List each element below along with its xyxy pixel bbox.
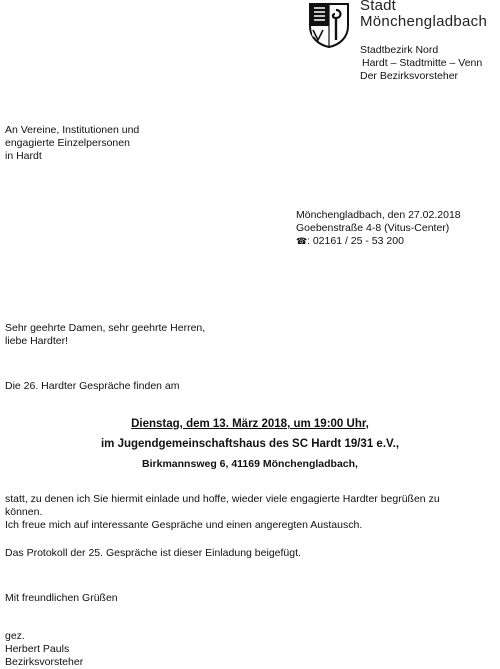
signature-name: Herbert Pauls (5, 643, 70, 655)
salutation (5, 322, 205, 348)
signature-block (5, 630, 83, 669)
body-line: Ich freue mich auf interessante Gespräche und einen angeregten Austausch. (5, 519, 363, 531)
city-word: Stadt (360, 0, 397, 14)
district-line: Stadtbezirk Nord (360, 44, 439, 56)
body-line: können. (5, 506, 43, 518)
district-line: Der Bezirksvorsteher (360, 70, 459, 82)
recipient-line: engagierte Einzelpersonen (5, 137, 130, 149)
salutation-line: Sehr geehrte Damen, sehr geehrte Herren, (5, 322, 206, 334)
recipient-line: An Vereine, Institutionen und (5, 124, 140, 136)
recipient-address (5, 124, 139, 163)
signature-title: Bezirksvorsteher (5, 656, 84, 668)
event-date (0, 417, 500, 431)
sender-phone-row (296, 235, 461, 248)
intro-text: Die 26. Hardter Gespräche finden am (5, 380, 180, 392)
signature-line: gez. (5, 630, 25, 642)
sender-info (296, 209, 461, 248)
body-line: statt, zu denen ich Sie hiermit einlade und hoffe, wieder viele engagierte Hardter begrüßen zu (5, 493, 440, 505)
salutation-line: liebe Hardter! (5, 335, 69, 347)
sender-phone: : 02161 / 25 - 53 200 (307, 235, 404, 247)
event-date-text: Dienstag, dem 13. März 2018, um 19:00 Uhr, (131, 418, 369, 430)
closing: Mit freundlichen Grüßen (5, 592, 118, 604)
event-place: im Jugendgemeinschaftshaus des SC Hardt 19/31 e.V., (100, 438, 400, 450)
protocol-note: Das Protokoll der 25. Gespräche ist dieser Einladung beigefügt. (5, 547, 301, 559)
telephone-icon: ☎ (296, 236, 308, 246)
district-block (360, 44, 482, 83)
city-name: Mönchengladbach (360, 13, 488, 30)
sender-address: Goebenstraße 4-8 (Vitus-Center) (296, 222, 450, 234)
district-line: Hardt – Stadtmitte – Venn (362, 57, 483, 69)
event-address: Birkmannsweg 6, 41169 Mönchengladbach, (142, 458, 358, 470)
body-paragraph (5, 493, 440, 532)
city-crest-icon (306, 2, 352, 48)
recipient-line: in Hardt (5, 150, 42, 162)
letter-date: Mönchengladbach, den 27.02.2018 (296, 209, 461, 221)
